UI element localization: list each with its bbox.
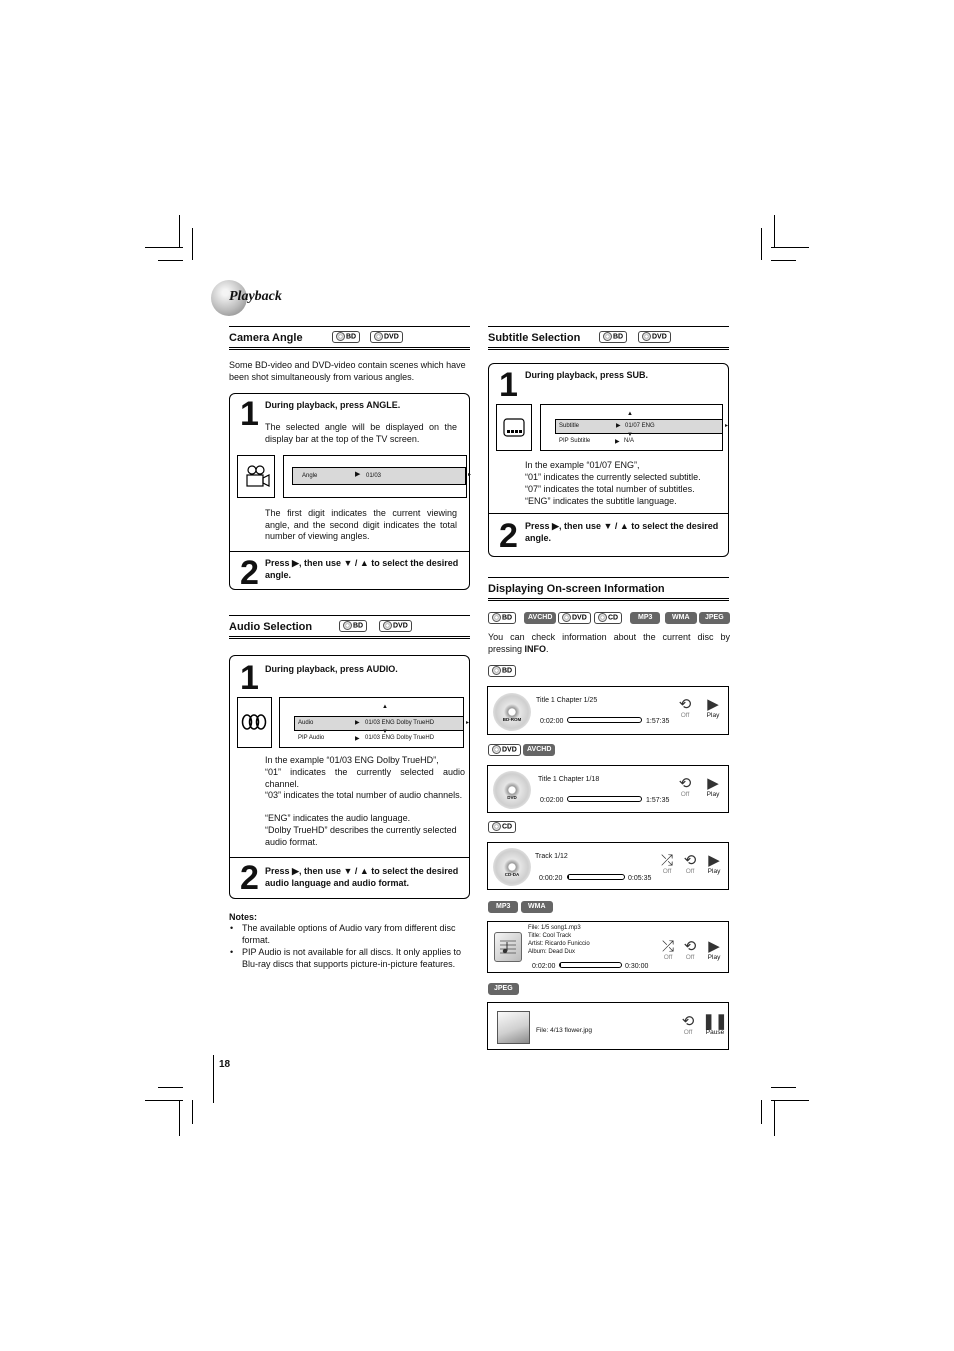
angle-value: 01/03 <box>366 473 382 479</box>
arrow-up-icon: ▲ <box>382 704 388 710</box>
pip-audio-label: PIP Audio <box>298 735 325 741</box>
camera-intro: Some BD-video and DVD-video contain scenes which have been shot simultaneously from various angles. <box>229 360 466 382</box>
notes-title: Notes: <box>229 912 258 922</box>
repeat-control: ⟲ Off <box>678 853 702 875</box>
progress-bar <box>567 717 642 723</box>
pip-subtitle-label: PIP Subtitle <box>559 438 591 444</box>
arrow-right-icon: ▶ <box>355 720 360 726</box>
repeat-icon: ⟲ <box>678 696 692 713</box>
jpeg-logo: JPEG <box>699 612 730 624</box>
dvd-disc-icon: DVD <box>493 771 531 809</box>
dvd-video-logo: DVD <box>379 620 412 632</box>
track-number: Track 1/12 <box>535 853 568 860</box>
repeat-control: ⟲ Off <box>678 939 702 961</box>
file-name: File: 1/5 song1.mp3 <box>528 925 581 931</box>
step-instruction: Press ▶, then use ▼ / ▲ to select the desired angle. <box>265 558 459 580</box>
arrow-right-icon: ▶ <box>355 471 361 478</box>
arrow-down-icon: ▼ <box>627 432 633 438</box>
step-number: 1 <box>240 659 259 697</box>
progress-fill <box>568 875 569 879</box>
crop-mark <box>179 1100 180 1136</box>
jpeg-logo: JPEG <box>488 983 519 995</box>
info-panel-cd <box>487 842 729 890</box>
bullet: • <box>230 947 234 957</box>
crop-mark <box>774 215 775 247</box>
cd-disc-icon: CD-DA <box>493 848 531 886</box>
section-title: Displaying On-screen Information <box>488 583 665 595</box>
elapsed-time: 0:02:00 <box>540 797 564 804</box>
step-heading: During playback, press AUDIO. <box>265 664 398 674</box>
bullet: • <box>230 923 234 933</box>
crop-mark <box>158 260 183 261</box>
repeat-icon: ⟲ <box>683 938 697 955</box>
wma-logo: WMA <box>665 612 697 624</box>
step-heading: During playback, press SUB. <box>525 370 649 380</box>
dvd-video-logo: DVD <box>488 744 521 756</box>
play-icon: ▶ <box>707 775 719 792</box>
track-album: Album: Dead Dux <box>528 949 576 955</box>
step-text: The selected angle will be displayed on the display bar at the top of the TV screen. <box>265 422 457 444</box>
step-number: 2 <box>499 517 518 555</box>
arrow-right-icon: ▸ <box>465 720 469 726</box>
pip-subtitle-value: N/A <box>624 438 635 444</box>
audio-explain-2: “01” indicates the currently selected audio channel. <box>265 767 465 789</box>
audio-osd <box>279 697 469 748</box>
progress-fill <box>560 963 561 967</box>
step-heading: During playback, press ANGLE. <box>265 400 401 410</box>
subtitle-bar <box>555 419 728 434</box>
camera-icon <box>237 455 275 498</box>
total-time: 1:57:35 <box>646 797 670 804</box>
crop-mark <box>145 1100 183 1101</box>
arrow-right-icon: ▶ <box>355 736 360 742</box>
info-panel-bd <box>487 686 729 735</box>
crop-mark <box>771 247 809 248</box>
arrow-right-icon: ▶ <box>616 423 621 429</box>
shuffle-icon: ⤮ <box>660 852 673 869</box>
info-panel-dvd <box>487 765 729 813</box>
play-icon: ▶ <box>708 852 720 869</box>
audio-step-box <box>229 655 470 899</box>
audio-selection-header <box>229 615 470 639</box>
audio-icon <box>237 697 272 748</box>
dvd-video-logo: DVD <box>638 331 671 343</box>
wma-logo: WMA <box>521 901 553 913</box>
play-icon: ▶ <box>707 696 719 713</box>
avchd-logo: AVCHD <box>524 612 556 624</box>
crop-mark <box>771 1087 796 1088</box>
step-text-after: The first digit indicates the current viewing angle, and the second digit indicates the total number of viewing angles. <box>265 508 457 541</box>
arrow-right-icon: ▸ <box>467 472 471 478</box>
title-chapter: Title 1 Chapter 1/18 <box>538 776 600 783</box>
page-number-rule <box>213 1055 214 1103</box>
subtitle-value: 01/07 ENG <box>625 423 655 429</box>
shuffle-control: ⤮ Off <box>655 853 679 875</box>
subtitle-icon <box>496 404 532 451</box>
subtitle-label: Subtitle <box>559 423 580 429</box>
section-title: Audio Selection <box>229 621 313 633</box>
subtitle-explain-2: “01” indicates the currently selected subtitle. <box>525 472 701 482</box>
bd-video-logo: BD <box>488 665 516 677</box>
dvd-video-logo: DVD <box>558 612 591 624</box>
audio-explain-5: “Dolby TrueHD” describes the currently selected audio format. <box>265 825 457 847</box>
repeat-icon: ⟲ <box>683 852 697 869</box>
mp3-logo: MP3 <box>488 901 518 913</box>
repeat-icon: ⟲ <box>678 775 692 792</box>
crop-mark <box>771 260 796 261</box>
camera-step-box <box>229 393 470 590</box>
intro-text: . <box>546 643 549 654</box>
crop-mark <box>771 1100 809 1101</box>
divider <box>489 513 728 514</box>
subtitle-explain-1: In the example “01/07 ENG”, <box>525 460 640 470</box>
progress-bar <box>567 796 642 802</box>
dvd-video-logo: DVD <box>370 331 403 343</box>
crop-mark <box>192 1100 193 1124</box>
progress-bar <box>567 874 625 880</box>
crop-mark <box>179 215 180 247</box>
play-control: ▶ Play <box>702 939 726 961</box>
bd-video-logo: BD <box>488 612 516 624</box>
shuffle-control: ⤮ Off <box>656 939 680 961</box>
audio-explain-1: In the example “01/03 ENG Dolby TrueHD”, <box>265 755 439 765</box>
arrow-up-icon: ▲ <box>627 411 633 417</box>
info-panel-jpeg <box>487 1002 729 1050</box>
arrow-right-icon: ▸ <box>724 423 728 429</box>
play-control: ▶ Play <box>701 776 725 798</box>
repeat-icon: ⟲ <box>681 1013 695 1030</box>
info-header <box>488 577 729 601</box>
step-instruction: Press ▶, then use ▼ / ▲ to select the desired audio language and audio format. <box>265 866 459 888</box>
repeat-control: ⟲ Off <box>676 1014 700 1036</box>
arrow-right-icon: ▶ <box>615 439 620 445</box>
divider <box>230 857 469 858</box>
bd-disc-icon: BD-ROM <box>493 693 531 731</box>
total-time: 0:30:00 <box>625 963 649 970</box>
pip-audio-value: 01/03 ENG Dolby TrueHD <box>365 735 435 741</box>
bd-video-logo: BD <box>339 620 367 632</box>
crop-mark <box>158 1087 183 1088</box>
info-intro <box>488 632 730 655</box>
cd-logo: CD <box>594 612 622 624</box>
audio-bar <box>294 716 469 731</box>
subtitle-selection-header <box>488 326 729 350</box>
play-control: ▶ Play <box>701 697 725 719</box>
audio-explain-3: “03” indicates the total number of audio channels. <box>265 790 463 800</box>
track-title: Title: Cool Track <box>528 933 572 939</box>
section-title: Subtitle Selection <box>488 332 581 344</box>
arrow-down-icon: ▼ <box>382 729 388 735</box>
camera-angle-header <box>229 326 470 350</box>
music-file-icon <box>494 932 522 962</box>
elapsed-time: 0:00:20 <box>539 875 563 882</box>
page-number: 18 <box>219 1059 231 1070</box>
play-control: ▶ Play <box>702 853 726 875</box>
note-item: The available options of Audio vary from different disc format. <box>242 923 456 945</box>
subtitle-explain-4: “ENG” indicates the subtitle language. <box>525 496 677 506</box>
cd-logo: CD <box>488 821 516 833</box>
total-time: 1:57:35 <box>646 718 670 725</box>
shuffle-icon: ⤮ <box>661 938 674 955</box>
info-panel-music <box>487 921 729 973</box>
progress-bar <box>559 962 622 968</box>
audio-value: 01/03 ENG Dolby TrueHD <box>365 720 435 726</box>
repeat-control: ⟲ Off <box>673 697 697 719</box>
step-number: 1 <box>499 366 518 404</box>
track-artist: Artist: Ricardo Funiccio <box>528 941 590 947</box>
section-title: Camera Angle <box>229 332 303 344</box>
note-item: PIP Audio is not available for all discs. It only applies to Blu-ray discs that supports picture-in-picture features. <box>242 947 461 969</box>
elapsed-time: 0:02:00 <box>532 963 556 970</box>
page-title: Playback <box>229 289 282 304</box>
bd-video-logo: BD <box>332 331 360 343</box>
angle-label: Angle <box>302 473 318 479</box>
subtitle-explain-3: “07” indicates the total number of subtitles. <box>525 484 695 494</box>
format-logos <box>488 612 729 626</box>
total-time: 0:05:35 <box>628 875 652 882</box>
crop-mark <box>774 1100 775 1136</box>
file-name: File: 4/13 flower.jpg <box>536 1027 593 1034</box>
subtitle-osd <box>540 404 728 451</box>
intro-text: You can check information about the current disc by pressing <box>488 632 730 654</box>
pause-control: ❚❚ Pause <box>702 1013 728 1036</box>
angle-bar <box>292 467 471 485</box>
avchd-logo: AVCHD <box>523 744 555 756</box>
mp3-logo: MP3 <box>630 612 660 624</box>
step-number: 2 <box>240 859 259 897</box>
title-chapter: Title 1 Chapter 1/25 <box>536 697 598 704</box>
crop-mark <box>192 228 193 260</box>
step-number: 2 <box>240 554 259 592</box>
image-file-icon <box>497 1011 530 1044</box>
audio-label: Audio <box>298 720 314 726</box>
step-number: 1 <box>240 395 259 433</box>
crop-mark <box>145 247 183 248</box>
repeat-control: ⟲ Off <box>673 776 697 798</box>
pause-icon: ❚❚ <box>702 1013 728 1030</box>
crop-mark <box>761 228 762 260</box>
crop-mark <box>761 1100 762 1124</box>
audio-explain-4: “ENG” indicates the audio language. <box>265 813 411 823</box>
bd-video-logo: BD <box>599 331 627 343</box>
step-instruction: Press ▶, then use ▼ / ▲ to select the desired angle. <box>525 521 719 543</box>
play-icon: ▶ <box>708 938 720 955</box>
subtitle-step-box <box>488 363 729 557</box>
angle-osd <box>283 455 471 498</box>
elapsed-time: 0:02:00 <box>540 718 564 725</box>
info-key: INFO <box>524 643 547 654</box>
divider <box>230 551 469 552</box>
